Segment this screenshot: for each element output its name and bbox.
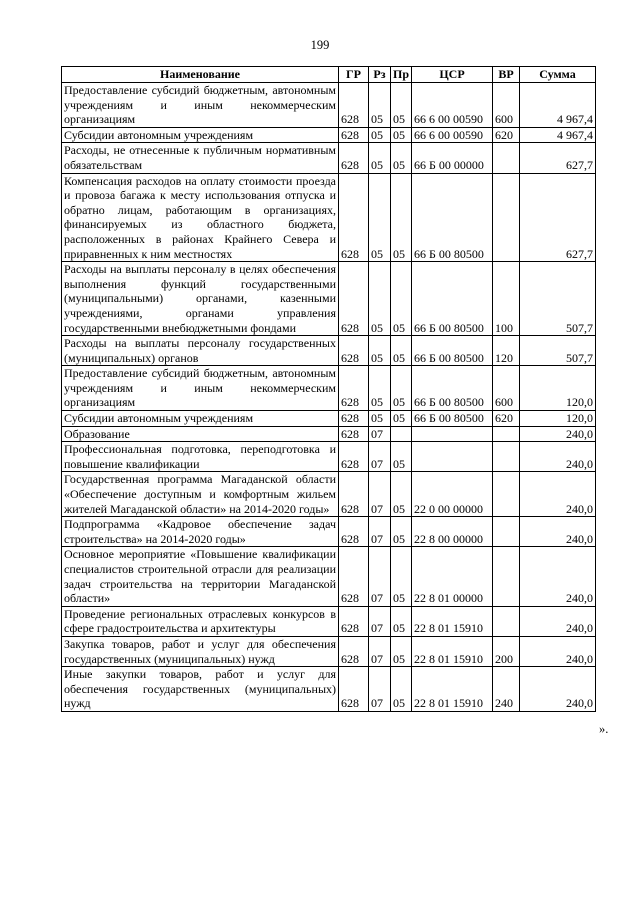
row-pr: 05 <box>391 636 412 666</box>
table-row <box>62 667 596 712</box>
row-gr: 628 <box>339 411 369 427</box>
header-vr: ВР <box>493 67 520 83</box>
row-rz: 05 <box>369 143 391 173</box>
row-rz: 07 <box>369 547 391 606</box>
budget-table <box>61 66 596 712</box>
row-pr: 05 <box>391 173 412 262</box>
row-pr: 05 <box>391 366 412 411</box>
row-gr: 628 <box>339 366 369 411</box>
row-name: Расходы, не отнесенные к публичным нормативным обязательствам <box>62 143 339 173</box>
row-csr: 66 Б 00 80500 <box>412 366 493 411</box>
row-vr: 600 <box>493 83 520 128</box>
row-sum: 240,0 <box>520 442 596 472</box>
row-csr: 66 Б 00 00000 <box>412 143 493 173</box>
row-vr: 620 <box>493 411 520 427</box>
table-row <box>62 411 596 427</box>
row-pr: 05 <box>391 143 412 173</box>
row-vr <box>493 426 520 442</box>
row-csr <box>412 426 493 442</box>
row-vr <box>493 442 520 472</box>
row-sum: 507,7 <box>520 262 596 336</box>
row-name: Предоставление субсидий бюджетным, автономным учреждениям и иным некоммерческим организациям <box>62 83 339 128</box>
row-pr: 05 <box>391 262 412 336</box>
row-csr: 22 8 01 00000 <box>412 547 493 606</box>
row-sum: 240,0 <box>520 426 596 442</box>
row-csr: 66 Б 00 80500 <box>412 336 493 366</box>
row-name: Субсидии автономным учреждениям <box>62 411 339 427</box>
row-pr: 05 <box>391 336 412 366</box>
row-sum: 120,0 <box>520 411 596 427</box>
row-csr: 66 Б 00 80500 <box>412 411 493 427</box>
row-csr: 22 8 01 15910 <box>412 667 493 712</box>
row-sum: 240,0 <box>520 547 596 606</box>
row-sum: 627,7 <box>520 143 596 173</box>
row-rz: 07 <box>369 636 391 666</box>
row-name: Закупка товаров, работ и услуг для обеспечения государственных (муниципальных) нужд <box>62 636 339 666</box>
row-gr: 628 <box>339 517 369 547</box>
row-name: Государственная программа Магаданской области «Обеспечение доступным и комфортным жильем жителей Магаданской области» на 2014-2020 годы» <box>62 472 339 517</box>
table-row <box>62 83 596 128</box>
row-csr: 22 8 00 00000 <box>412 517 493 547</box>
row-csr: 22 8 01 15910 <box>412 636 493 666</box>
row-name: Субсидии автономным учреждениям <box>62 127 339 143</box>
row-vr: 100 <box>493 262 520 336</box>
header-name: Наименование <box>62 67 339 83</box>
row-sum: 240,0 <box>520 636 596 666</box>
header-gr: ГР <box>339 67 369 83</box>
row-csr: 66 6 00 00590 <box>412 127 493 143</box>
row-name: Расходы на выплаты персоналу государственных (муниципальных) органов <box>62 336 339 366</box>
row-csr: 66 Б 00 80500 <box>412 262 493 336</box>
header-rz: Рз <box>369 67 391 83</box>
row-pr: 05 <box>391 547 412 606</box>
row-gr: 628 <box>339 547 369 606</box>
row-vr: 600 <box>493 366 520 411</box>
table-row <box>62 127 596 143</box>
header-csr: ЦСР <box>412 67 493 83</box>
table-row <box>62 143 596 173</box>
row-pr: 05 <box>391 606 412 636</box>
row-csr: 66 6 00 00590 <box>412 83 493 128</box>
row-pr: 05 <box>391 442 412 472</box>
row-gr: 628 <box>339 83 369 128</box>
row-csr: 22 8 01 15910 <box>412 606 493 636</box>
row-csr: 66 Б 00 80500 <box>412 173 493 262</box>
row-pr: 05 <box>391 411 412 427</box>
row-pr: 05 <box>391 472 412 517</box>
row-sum: 240,0 <box>520 667 596 712</box>
row-name: Компенсация расходов на оплату стоимости проезда и провоза багажа к месту использования отпуска и обратно лицам, работающим в организациях, финансируемых из областного бюджета, расположенных в районах Крайнего Севера и приравненных к ним местностях <box>62 173 339 262</box>
row-sum: 240,0 <box>520 517 596 547</box>
row-sum: 4 967,4 <box>520 127 596 143</box>
row-rz: 07 <box>369 517 391 547</box>
row-rz: 07 <box>369 426 391 442</box>
row-gr: 628 <box>339 336 369 366</box>
row-sum: 627,7 <box>520 173 596 262</box>
row-gr: 628 <box>339 472 369 517</box>
row-pr: 05 <box>391 83 412 128</box>
row-rz: 07 <box>369 442 391 472</box>
row-vr: 120 <box>493 336 520 366</box>
table-row <box>62 606 596 636</box>
row-pr: 05 <box>391 667 412 712</box>
header-sum: Сумма <box>520 67 596 83</box>
row-name: Образование <box>62 426 339 442</box>
row-sum: 240,0 <box>520 472 596 517</box>
table-row <box>62 426 596 442</box>
table-row <box>62 636 596 666</box>
table-row <box>62 547 596 606</box>
row-rz: 05 <box>369 336 391 366</box>
row-name: Проведение региональных отраслевых конкурсов в сфере градостроительства и архитектуры <box>62 606 339 636</box>
row-sum: 507,7 <box>520 336 596 366</box>
table-row <box>62 517 596 547</box>
table-row <box>62 173 596 262</box>
row-name: Иные закупки товаров, работ и услуг для обеспечения государственных (муниципальных) нужд <box>62 667 339 712</box>
row-gr: 628 <box>339 143 369 173</box>
row-rz: 05 <box>369 262 391 336</box>
header-row <box>62 67 596 83</box>
row-gr: 628 <box>339 127 369 143</box>
table-row <box>62 366 596 411</box>
row-rz: 07 <box>369 667 391 712</box>
row-name: Предоставление субсидий бюджетным, автономным учреждениям и иным некоммерческим организациям <box>62 366 339 411</box>
row-csr <box>412 442 493 472</box>
row-sum: 240,0 <box>520 606 596 636</box>
row-name: Основное мероприятие «Повышение квалификации специалистов строительной отрасли для реализации задач строительства на территории Магаданской области» <box>62 547 339 606</box>
table-row <box>62 442 596 472</box>
row-vr: 200 <box>493 636 520 666</box>
closing-mark: ». <box>599 722 609 736</box>
row-gr: 628 <box>339 173 369 262</box>
row-rz: 05 <box>369 366 391 411</box>
row-vr <box>493 606 520 636</box>
row-gr: 628 <box>339 262 369 336</box>
row-vr <box>493 517 520 547</box>
row-pr <box>391 426 412 442</box>
row-vr: 620 <box>493 127 520 143</box>
row-name: Профессиональная подготовка, переподготовка и повышение квалификации <box>62 442 339 472</box>
table-row <box>62 472 596 517</box>
row-pr: 05 <box>391 127 412 143</box>
row-rz: 05 <box>369 127 391 143</box>
row-gr: 628 <box>339 667 369 712</box>
row-vr <box>493 143 520 173</box>
row-vr <box>493 547 520 606</box>
row-gr: 628 <box>339 426 369 442</box>
row-gr: 628 <box>339 636 369 666</box>
row-csr: 22 0 00 00000 <box>412 472 493 517</box>
row-gr: 628 <box>339 442 369 472</box>
row-rz: 05 <box>369 173 391 262</box>
row-rz: 05 <box>369 411 391 427</box>
row-vr: 240 <box>493 667 520 712</box>
table-row <box>62 336 596 366</box>
row-rz: 05 <box>369 83 391 128</box>
table-header <box>62 67 596 83</box>
page-number: 199 <box>310 38 330 52</box>
row-sum: 4 967,4 <box>520 83 596 128</box>
row-gr: 628 <box>339 606 369 636</box>
header-pr: Пр <box>391 67 412 83</box>
row-name: Подпрограмма «Кадровое обеспечение задач строительства» на 2014-2020 годы» <box>62 517 339 547</box>
table-row <box>62 262 596 336</box>
row-rz: 07 <box>369 472 391 517</box>
row-vr <box>493 173 520 262</box>
row-name: Расходы на выплаты персоналу в целях обеспечения выполнения функций государственными (муниципальными) органами, казенными учреждениями, органами управления государственными внебюджетными фондами <box>62 262 339 336</box>
row-rz: 07 <box>369 606 391 636</box>
row-vr <box>493 472 520 517</box>
row-pr: 05 <box>391 517 412 547</box>
table-body <box>62 83 596 712</box>
row-sum: 120,0 <box>520 366 596 411</box>
